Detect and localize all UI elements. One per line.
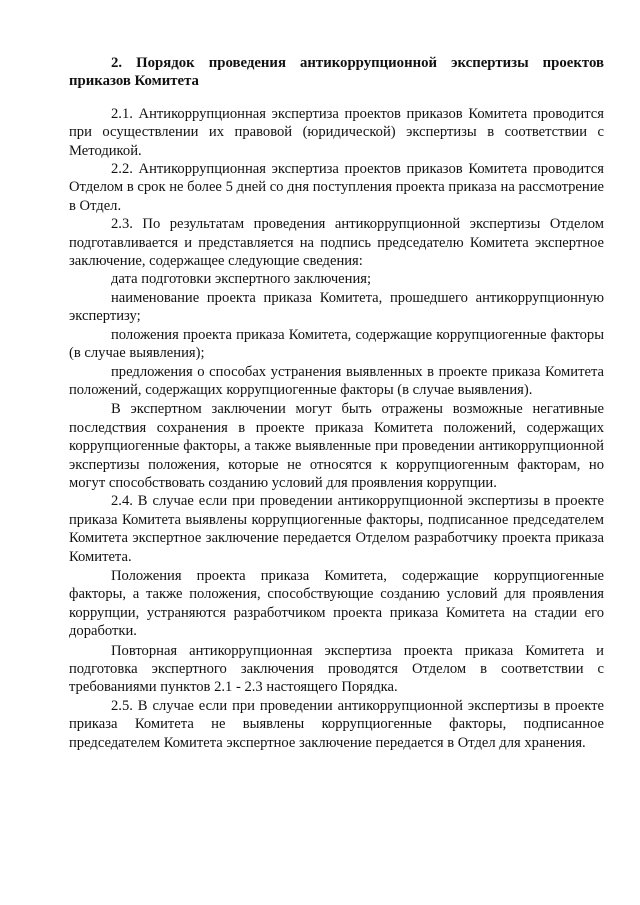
paragraph-2-4: 2.4. В случае если при проведении антикоррупционной экспертизы в проекте приказа Комитета выявлены коррупциогенные факторы, подписанное председателем Комитета экспертное заключение передается Отделом разработчику проекта приказа Комитета. [69,493,604,565]
list-item-date: дата подготовки экспертного заключения; [111,271,372,288]
paragraph-2-2: 2.2. Антикоррупционная экспертиза проектов приказов Комитета проводится Отделом в срок не более 5 дней со дня поступления проекта приказа на рассмотрение в Отдел. [69,161,604,214]
paragraph-2-1: 2.1. Антикоррупционная экспертиза проектов приказов Комитета проводится при осуществлении их правовой (юридической) экспертизы в соответствии с Методикой. [69,105,604,159]
paragraph-consequences: В экспертном заключении могут быть отражены возможные негативные последствия сохранения в проекте приказа Комитета положений, содержащих коррупциогенные факторы, а также выявленные при проведении антикоррупционной экспертизы положения, которые не относятся к коррупциогенным факторам, но могут способствовать созданию условий для проявления коррупции. [69,401,604,491]
paragraph-repeat-expertise: Повторная антикоррупционная экспертиза проекта приказа Комитета и подготовка экспертного заключения проводятся Отделом в соответствии с требованиями пунктов 2.1 - 2.3 настоящего Порядка. [69,642,604,696]
list-item-proposals: предложения о способах устранения выявленных в проекте приказа Комитета положений, содержащих коррупциогенные факторы (в случае выявления). [69,363,604,398]
paragraph-2-3: 2.3. По результатам проведения антикоррупционной экспертизы Отделом подготавливается и представляется на подпись председателю Комитета экспертное заключение, содержащее следующие сведения: [69,216,604,270]
paragraph-2-5: 2.5. В случае если при проведении антикоррупционной экспертизы в проекте приказа Комитета не выявлены коррупциогенные факторы, подписанное председателем Комитета экспертное заключение передается в Отдел для хранения. [69,697,604,751]
section-heading: 2. Порядок проведения антикоррупционной экспертизы проектов приказов Комитета [69,55,604,90]
list-item-name: наименование проекта приказа Комитета, прошедшего антикоррупционную экспертизу; [69,289,604,325]
list-item-provisions: положения проекта приказа Комитета, содержащие коррупциогенные факторы (в случае выявления); [69,326,604,362]
paragraph-elimination: Положения проекта приказа Комитета, содержащие коррупциогенные факторы, а также положения, способствующие созданию условий для проявления коррупции, устраняются разработчиком проекта приказа Комитета на стадии его доработки. [69,567,604,640]
document-body [69,54,604,752]
